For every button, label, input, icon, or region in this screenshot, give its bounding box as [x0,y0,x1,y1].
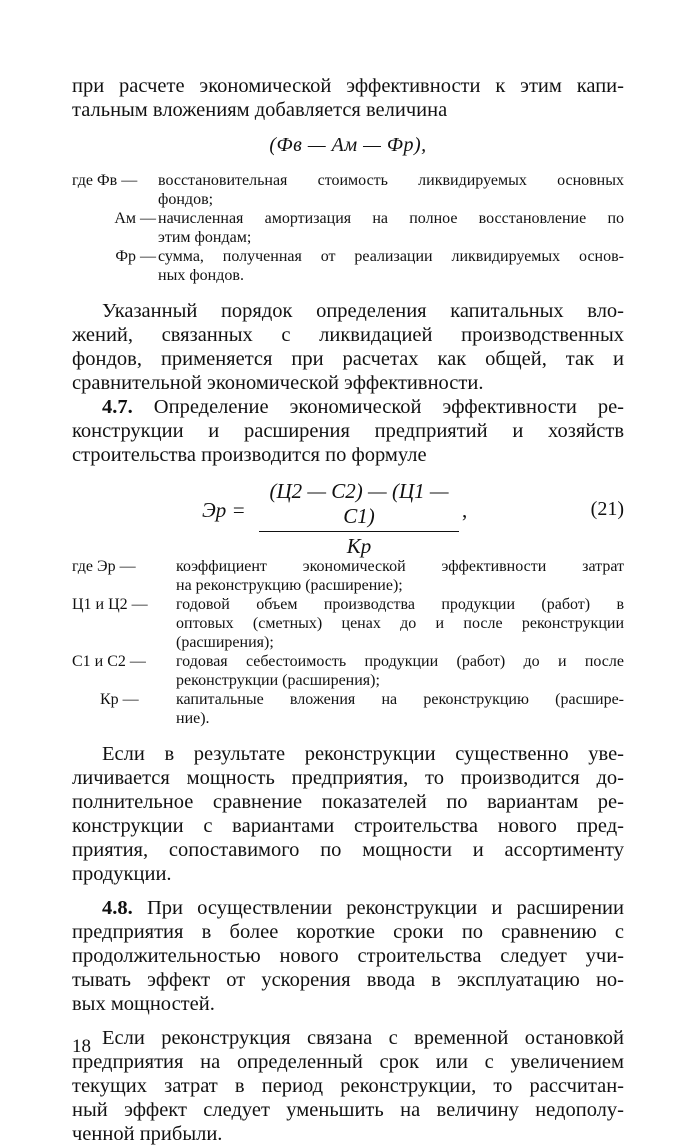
text-line: оптовых (сметных) ценах до и после реконструкции [176,615,624,632]
text-line: предприятия на определенный срок или с увеличением [72,1051,624,1073]
definition-term: где Эр — [72,558,136,575]
definition-text [158,209,624,247]
definition-text [176,595,624,652]
text-line: коэффициент экономической эффективности затрат [176,558,624,575]
definition-item [72,595,624,652]
section-number: 4.7. [102,396,133,418]
text-line: продукции. [72,863,172,885]
text-line: фондов, применяется при расчетах как общей, так и [72,348,624,370]
definition-text [158,171,624,209]
section-text: При осуществлении реконструкции и расширении [146,897,624,919]
section-4-7 [72,395,624,467]
text-line: на реконструкцию (расширение); [176,577,403,594]
text-line [72,896,624,920]
text-line: восстановительная стоимость ликвидируемых основных [158,172,624,189]
text-line: строительства производится по формуле [72,444,427,466]
text-line: ние). [176,710,210,727]
definition-item [72,557,624,595]
definitions-list-2 [72,557,624,728]
formula-number: (21) [590,498,624,520]
formula-denominator: Кр [346,534,372,558]
definition-text [158,247,624,285]
definitions-list-1 [72,171,624,285]
text-line: сумма, полученная от реализации ликвидируемых основ- [158,248,624,265]
formula-fraction [259,479,459,559]
text-line: продолжительностью нового строительства следует учи- [72,945,624,967]
text-line: годовая себестоимость продукции (работ) до и после [176,653,624,670]
page-body [72,74,624,1146]
definition-item [72,247,624,285]
text-line: этим фондам; [158,229,252,246]
definition-item [72,690,624,728]
text-line: вых мощностей. [72,993,215,1015]
intro-paragraph [72,74,624,122]
definition-term: Фр — [115,248,156,265]
text-line: приятия, сопоставимого по мощности и ассортименту [72,839,624,861]
text-line: Если в результате реконструкции существенно уве- [102,743,624,765]
text-line: предприятия в более короткие сроки по сравнению с [72,921,624,943]
text-line: ченной прибыли. [72,1123,223,1145]
text-line: полнительное сравнение показателей по вариантам ре- [72,791,624,813]
formula-lhs: Эр = [202,498,246,522]
definition-text [176,690,624,728]
text-line: личивается мощность предприятия, то производится до- [72,767,624,789]
definition-item [72,171,624,209]
definition-text [176,652,624,690]
formula-capital-addition: (Фв — Ам — Фр), [269,134,427,156]
text-line: ных фондов. [158,267,244,284]
text-line: ный эффект следует уменьшить на величину недополу- [72,1099,624,1121]
paragraph-capital-order [72,299,624,395]
definition-term: Ам — [114,210,156,227]
text-line: капитальные вложения на реконструкцию (расшире- [176,691,624,708]
text-line: Указанный порядок определения капитальных вло- [102,300,624,322]
text-line: конструкции и расширения предприятий и хозяйств [72,420,624,442]
text-line: конструкции с вариантами строительства нового пред- [72,815,624,837]
definition-item [72,209,624,247]
text-line: реконструкции (расширения); [176,672,380,689]
section-number: 4.8. [102,897,133,919]
formula-numerator: (Ц2 — С2) — (Ц1 — С1) [269,479,449,528]
text-line [72,395,624,419]
definition-term: Ц1 и Ц2 — [72,596,148,613]
text-line: сравнительной экономической эффективности. [72,372,484,394]
text-line: Если реконструкция связана с временной остановкой [102,1027,624,1049]
section-text: Определение экономической эффективности ре- [153,396,625,418]
text-line: начисленная амортизация на полное восстановление по [158,210,624,227]
text-line: фондов; [158,191,214,208]
definition-text [176,557,624,595]
section-4-8 [72,896,624,1016]
definition-term: Кр — [100,691,139,708]
page-number: 18 [72,1036,91,1057]
definition-term: С1 и С2 — [72,653,146,670]
formula-comma: , [462,498,468,522]
text-line: жений, связанных с ликвидацией производственных [72,324,624,346]
text-line: при расчете экономической эффективности к этим капи- [72,75,624,97]
paragraph-reconstruction [72,742,624,886]
text-line: тывать эффект от ускорения ввода в эксплуатацию но- [72,969,624,991]
text-line: годовой объем производства продукции (работ) в [176,596,624,613]
definition-term: где Фв — [72,172,138,189]
definition-item [72,652,624,690]
formula-21 [72,479,624,558]
paragraph-stoppage [72,1026,624,1146]
text-line: (расширения); [176,634,274,651]
text-line: текущих затрат в период реконструкции, то рассчитан- [72,1075,624,1097]
text-line: тальным вложениям добавляется величина [72,99,448,121]
